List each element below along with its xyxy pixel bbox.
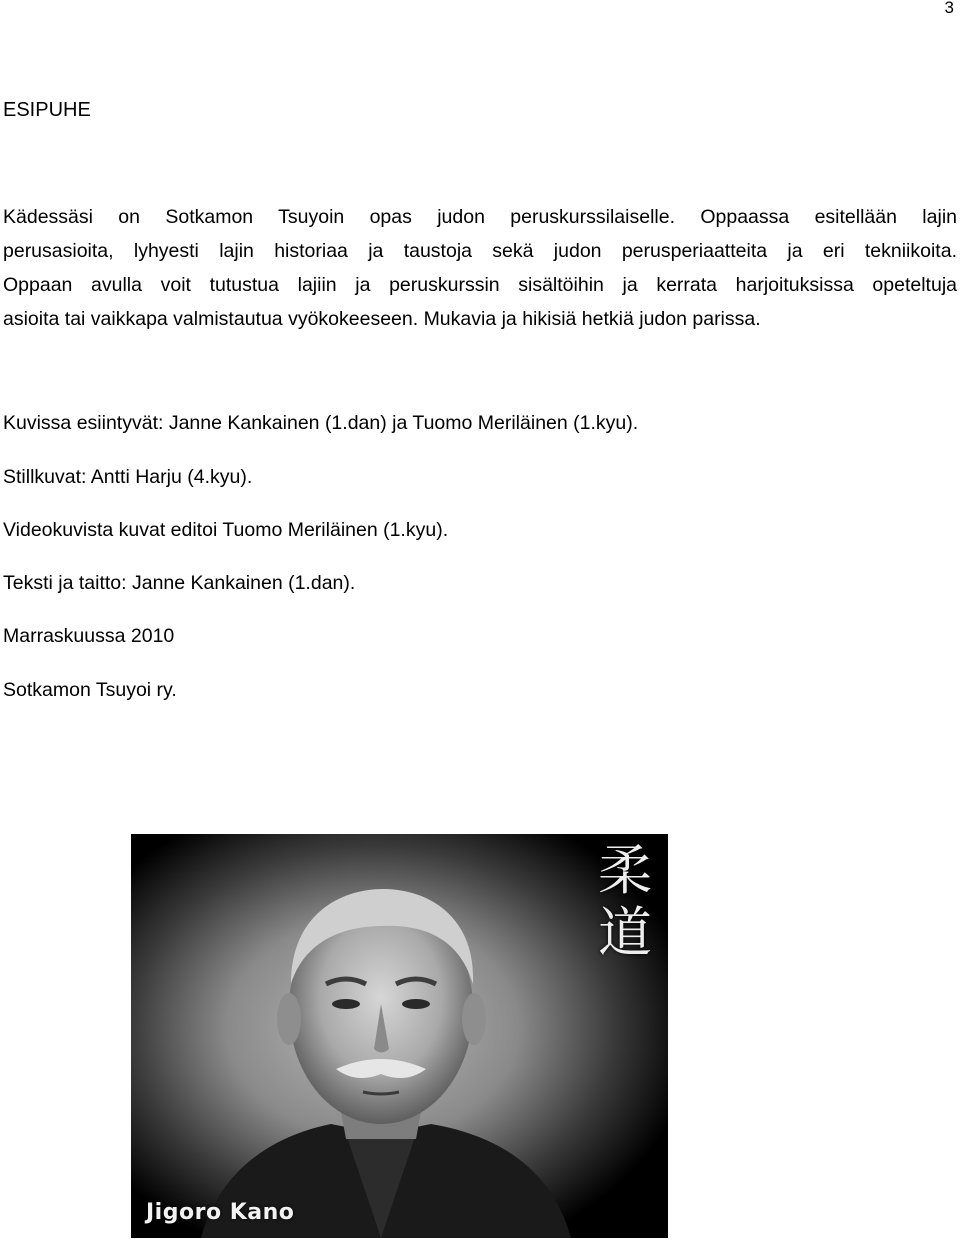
credit-line-performers: Kuvissa esiintyvät: Janne Kankainen (1.dan) ja Tuomo Meriläinen (1.kyu). (3, 412, 639, 434)
intro-line: perusasioita, lyhyesti lajin historiaa ja taustoja sekä judon perusperiaatteita ja eri tekniikoita. (3, 240, 957, 262)
portrait-illustration (131, 834, 668, 1238)
intro-line: asioita tai vaikkapa valmistautua vyökokeeseen. Mukavia ja hikisiä hetkiä judon parissa. (3, 308, 761, 330)
intro-line: Kädessäsi on Sotkamon Tsuyoin opas judon peruskurssilaiselle. Oppaassa esitellään lajin (3, 206, 957, 228)
intro-paragraph (3, 200, 957, 336)
credit-line-text-layout: Teksti ja taitto: Janne Kankainen (1.dan). (3, 572, 356, 594)
credit-line-video-edit: Videokuvista kuvat editoi Tuomo Meriläinen (1.kyu). (3, 519, 449, 541)
intro-line: Oppaan avulla voit tutustua lajiin ja peruskurssin sisältöihin ja kerrata harjoituksissa opeteltuja (3, 274, 957, 296)
credit-line-date: Marraskuussa 2010 (3, 625, 175, 647)
page-number: 3 (944, 0, 954, 17)
credit-line-organization: Sotkamon Tsuyoi ry. (3, 679, 177, 701)
photo-caption: Jigoro Kano (146, 1200, 295, 1225)
credit-line-stills: Stillkuvat: Antti Harju (4.kyu). (3, 466, 253, 488)
portrait-photo (131, 834, 668, 1238)
kanji-do: 道 (598, 901, 652, 964)
kanji-ju: 柔 (598, 839, 652, 902)
judo-kanji (592, 840, 658, 964)
page-title: ESIPUHE (3, 99, 91, 121)
